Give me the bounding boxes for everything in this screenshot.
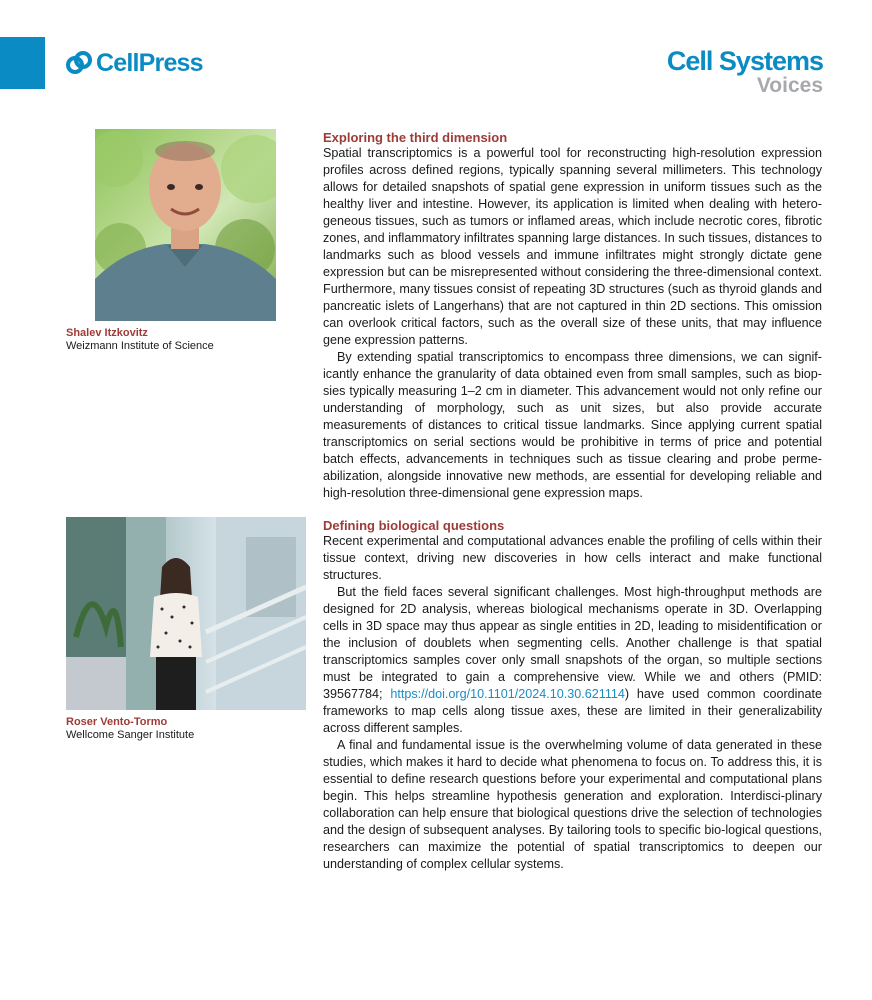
contributor-name: Shalev Itzkovitz [66,327,148,339]
body-paragraph-with-link [323,584,822,737]
body-paragraph: Spatial transcriptomics is a powerful tool for reconstructing high-resolution expression profiles across defined regions, typically spanning several millimeters. This technology allows for detailed snapshots of spatial gene expression in uniform tissues such as the healthy liver and intestine. However, its application is limited when dealing with hetero-geneous tissues, such as tumors or inflamed areas, which include necrotic cores, fibrotic zones, and inflammatory infiltrates spanning large distances. In such tissues, distances to landmarks such as blood vessels and immune infiltrates might strongly dictate gene expression but can be misrepresented without considering the three-dimensional context. Furthermore, many tissues consist of repeating 3D structures (such as thyroid glands and pancreatic islets of Langerhans) that are not captured in thin 2D sections. This omission can overlook critical factors, such as the overall size of these units, that may influence gene expression patterns. [323,146,822,347]
body-paragraph: A final and fundamental issue is the overwhelming volume of data generated in these studies, which makes it hard to decide what phenomena to focus on. To address this, it is essential to define research questions before your experimental and computational plans begin. This helps streamline hypothesis generation and exploration. Interdisci-plinary collaboration can help ensure that biological questions drive the selection of technologies and the design of subsequent analyses. By tailoring tools to specific bio-logical questions, researchers can maximize the potential of spatial transcriptomics to deepen our understanding of complex cellular systems. [323,738,822,871]
contributor-institution: Wellcome Sanger Institute [66,729,195,741]
contributor-bio-1 [66,327,214,353]
body-paragraph: By extending spatial transcriptomics to encompass three dimensions, we can signif-icantly enhance the granularity of data obtained even from small samples, such as biop-sies typically measuring 1–2 cm in diameter. This advancement would not only refine our understanding of morphology, such as unit sizes, but also provide accurate measurements of distances to critical tissue landmarks. Since applying current spatial transcriptomics on serial sections would be prohibitive in terms of price and potential batch effects, advancements in techniques such as tissue clearing and probe perme-abilization, alongside innovative new methods, are essential for developing reliable and high-resolution three-dimensional gene expression maps. [323,350,822,500]
section-exploring-third-dimension [323,130,822,502]
contributor-bio-2 [66,716,194,742]
contributor-name: Roser Vento-Tormo [66,716,168,728]
paragraph-text: But the field faces several significant challenges. Most high-throughput methods are designed for 2D analysis, whereas biological mechanisms operate in 3D. Overlapping cells in 3D space may thus appear as single entities in 2D, leading to misidentification or the inclusion of doublets when segmenting cells. Another challenge is that spatial transcriptomics samples cover only small snapshots of the organ, so multiple sections must be integrated to gain a comprehensive view. While we and others (PMID: 39567784; [323,585,822,701]
publisher-name: CellPress [96,49,203,77]
body-paragraph: Recent experimental and computational advances enable the profiling of cells within their tissue context, driving new discoveries in how cells interact and make functional structures. [323,534,822,582]
contributor-institution: Weizmann Institute of Science [66,340,214,352]
section-defining-biological-questions [323,518,822,873]
paragraph-text: ) have used common coordinate frameworks to map cells along tissue axes, these are limited in their generalizability across different samples. [323,687,822,735]
section-heading: Exploring the third dimension [323,130,508,145]
section-heading: Defining biological questions [323,518,505,533]
contributor-photo-shalev-itzkovitz [95,129,276,321]
contributor-photo-roser-vento-tormo [66,517,306,710]
doi-link[interactable]: https://doi.org/10.1101/2024.10.30.621114 [390,687,625,701]
cellpress-mark-icon [66,51,92,75]
journal-masthead [667,46,823,96]
header-accent-bar [0,37,45,89]
journal-section: Voices [756,74,823,97]
journal-title: Cell Systems [666,46,823,76]
publisher-logo [66,49,203,77]
